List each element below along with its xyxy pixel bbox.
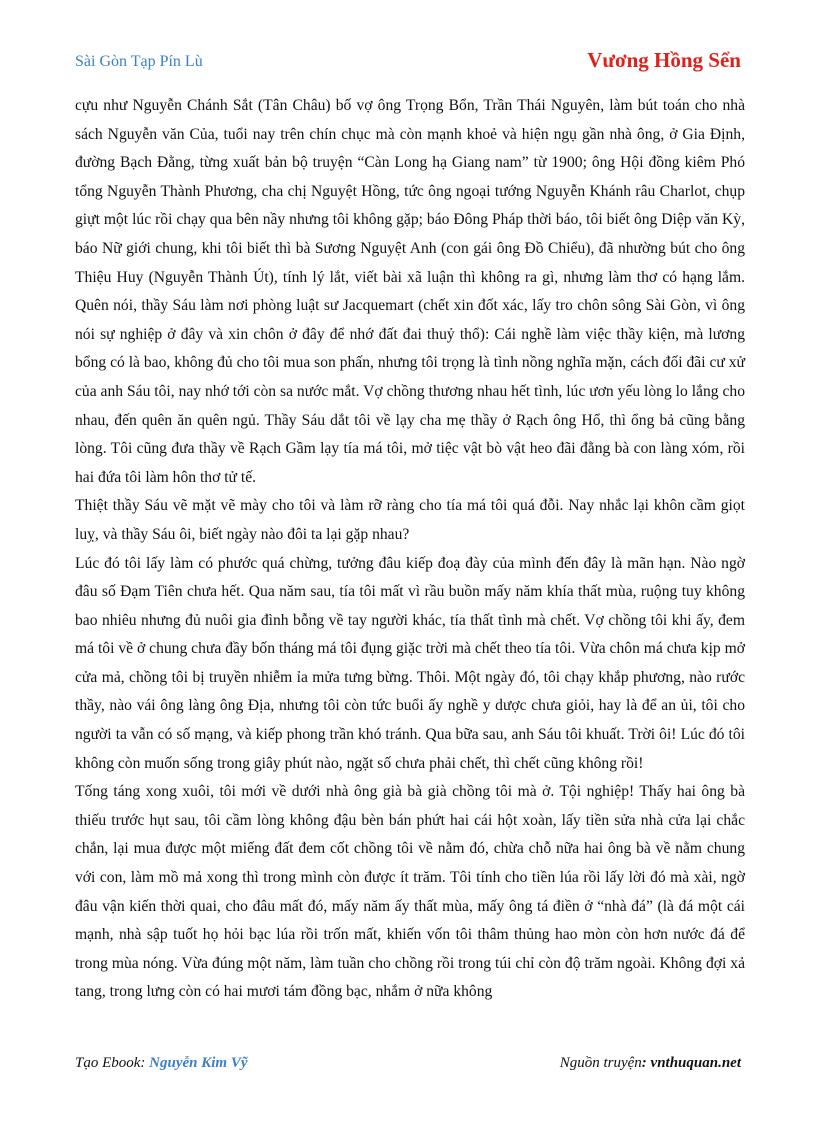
book-title: Sài Gòn Tạp Pín Lù	[75, 53, 203, 70]
paragraph: Thiệt thầy Sáu vẽ mặt vẽ mày cho tôi và làm rỡ ràng cho tía má tôi quá đỗi. Nay nhắc lại khôn cầm giọt luỵ, và thầy Sáu ôi, biết ngày nào đôi ta lại gặp nhau?	[75, 497, 745, 543]
page-footer	[75, 1055, 741, 1077]
paragraph: Tống táng xong xuôi, tôi mới về dưới nhà ông già bà già chồng tôi mà ở. Tội nghiệp! Thấy hai ông bà thiếu trước hụt sau, tôi cầm lòng không đậu bèn bán phứt hai cái hột xoàn, lấy tiền sửa nhà cửa lại chắc chắn, lại mua được một miếng đất đem cốt chồng tôi về nằm đó, chừa chỗ nữa hai ông bà về nằm chung với con, làm mồ mả xong thì trong mình còn được ít trăm. Tôi tính cho tiền lúa rồi lấy lời đó mà xài, ngờ đâu vận kiến thời quai, cho đâu mất đó, mấy năm ấy thất mùa, mấy ông tá điền ở “nhà đá” (là đá một cái mạnh, nhà sập tuốt họ hỏi bạc lúa rồi trốn mất, khiến vốn tôi thâm thủng hao mòn còn hơn nước đá để trong mùa nóng. Vừa đúng một năm, làm tuần cho chồng rồi trong túi chỉ còn độ trăm ngoài. Không đợi xả tang, trong lưng còn có hai mươi tám đồng bạc, nhắm ở nữa không	[75, 783, 745, 1001]
source-label: Nguồn truyện	[559, 1055, 642, 1071]
page-header	[75, 48, 741, 78]
paragraph: Lúc đó tôi lấy làm có phước quá chừng, tưởng đâu kiếp đoạ đày của mình đến đây là mãn hạn. Nào ngờ đâu số Đạm Tiên chưa hết. Qua năm sau, tía tôi mất vì rầu buồn mấy năm khía thất mùa, ruộng tuy không bao nhiêu nhưng đủ nuôi gia đình bỗng về tay người khác, tía thất tình mà chết. Vợ chồng tôi khi ấy, đem má tôi về ở chung chưa đầy bốn tháng má tôi đụng giặc trời mà chết theo tía tôi. Vừa chôn má chưa kịp mở cửa mả, chồng tôi bị truyền nhiễm ỉa mửa tưng bừng. Thôi. Một ngày đó, tôi chạy khắp phương, nào rước thầy, nào vái ông làng ông Địa, nhưng tôi còn tức buổi ấy nghề y dược chưa giỏi, hay là để an ủi, tôi cho người ta vẫn có số mạng, và kiếp phong trần khó tránh. Qua bữa sau, anh Sáu tôi khuất. Trời ôi! Lúc đó tôi không còn muốn sống trong giây phút nào, ngặt số chưa phải chết, thì chết cũng không rồi!	[75, 554, 745, 772]
source-site: vnthuquan.net	[650, 1055, 741, 1071]
ebook-separator: :	[140, 1055, 150, 1071]
ebook-label: Tạo Ebook	[75, 1055, 141, 1071]
ebook-credit	[75, 1055, 248, 1072]
page-body	[75, 92, 745, 1007]
source-separator: :	[641, 1055, 651, 1071]
paragraph: cựu như Nguyễn Chánh Sắt (Tân Châu) bố vợ ông Trọng Bổn, Trần Thái Nguyên, làm bút toán cho nhà sách Nguyễn văn Của, tuổi nay trên chín chục mà còn mạnh khoẻ và hiện ngụ gần nhà ông, ở Gia Định, đường Bạch Đằng, từng xuất bản bộ truyện “Càn Long hạ Giang nam” từ 1900; ông Hội đồng kiêm Phó tổng Nguyễn Thành Phương, cha chị Nguyệt Hồng, tức ông ngoại tướng Nguyễn Khánh râu Charlot, chụp giựt một lúc rồi chạy qua bên nầy nhưng tôi không gặp; báo Đông Pháp thời báo, tôi biết ông Diệp văn Kỳ, báo Nữ giới chung, khi tôi biết thì bà Sương Nguyệt Anh (con gái ông Đồ Chiểu), đã nhường bút cho ông Thiệu Huy (Nguyễn Thành Út), tính lý lắt, viết bài xã luận thì không ra gì, nhưng làm thơ có hạng lắm. Quên nói, thầy Sáu làm nơi phòng luật sư Jacquemart (chết xin đốt xác, lấy tro chôn sông Sài Gòn, vì ông nói sự nghiệp ở đây và xin chôn ở đây để nhớ đất đai thuỷ thổ): Cái nghề làm việc thầy kiện, mà lương bổng có là bao, không đủ cho tôi mua son phấn, nhưng tôi trọng là tình nồng nghĩa mặn, cách đối đãi cư xử của anh Sáu tôi, nay nhớ tới còn sa nước mắt. Vợ chồng thương nhau hết tình, lúc ươn yếu lòng lo lắng cho nhau, đến quên ăn quên ngủ. Thầy Sáu dắt tôi về lạy cha mẹ thầy ở Rạch ông Hổ, thì ổng bả cũng bằng lòng. Tôi cũng đưa thầy về Rạch Gầm lạy tía má tôi, mở tiệc vật bò vật heo đãi đằng bà con làng xóm, rồi hai đứa tôi làm hôn thơ tử tế.	[75, 97, 745, 486]
source-credit	[560, 1055, 741, 1072]
author-name: Vương Hồng Sển	[587, 48, 741, 72]
ebook-author: Nguyễn Kim Vỹ	[149, 1055, 248, 1071]
